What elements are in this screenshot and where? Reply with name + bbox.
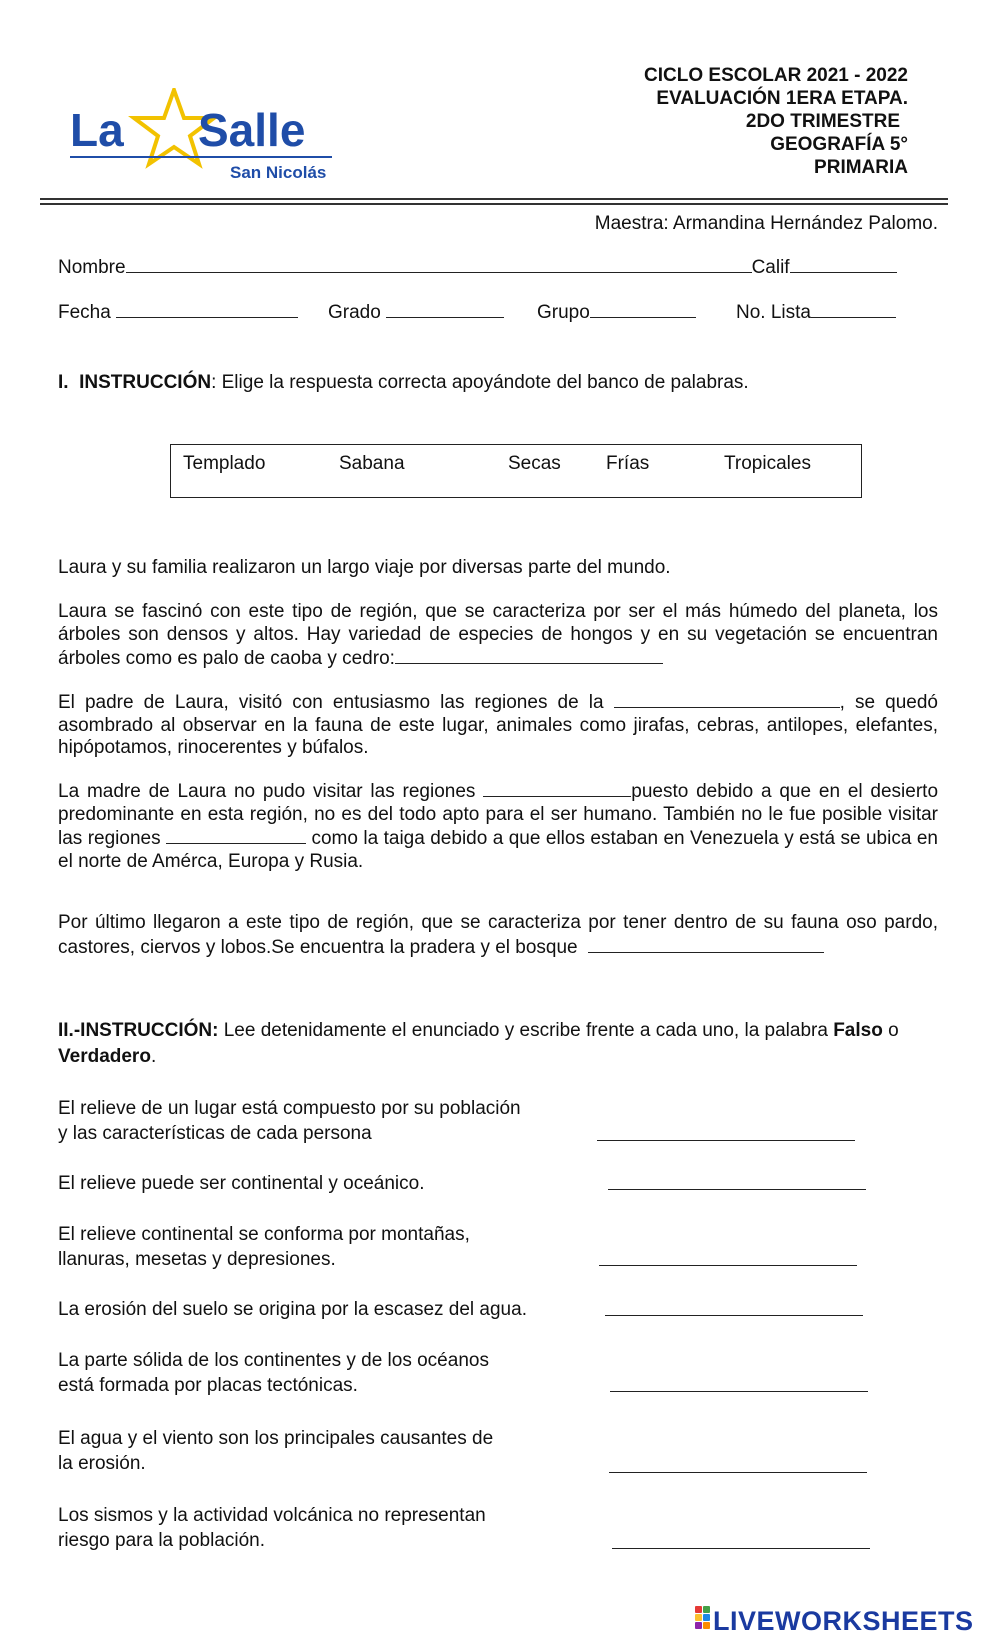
section-1-number: I. xyxy=(58,372,69,393)
liveworksheets-brand: LIVEWORKSHEETS xyxy=(713,1606,974,1635)
story-paragraph-1: Laura se fascinó con este tipo de región, que se caracteriza por ser el más húmedo del planeta, los árboles son densos y altos. Hay variedad de especies de hongos y en su vegetación se encuentran árboles como es palo de caoba y cedro: xyxy=(58,601,938,669)
word-bank-item: Secas xyxy=(508,453,561,474)
list-number-blank[interactable] xyxy=(811,300,896,318)
grade-score-blank[interactable] xyxy=(790,255,897,273)
grade-blank[interactable] xyxy=(386,300,504,318)
level: PRIMARIA xyxy=(814,157,908,178)
answer-line-3[interactable] xyxy=(599,1265,857,1266)
answer-line-5[interactable] xyxy=(610,1391,868,1392)
date-label: Fecha xyxy=(58,302,111,323)
answer-blank-5[interactable] xyxy=(588,935,824,953)
grupo-field xyxy=(537,300,696,324)
word-bank xyxy=(170,444,862,498)
statement-7: Los sismos y la actividad volcánica no representan riesgo para la población. xyxy=(58,1505,486,1551)
name-blank[interactable] xyxy=(126,255,752,273)
teacher-name: Maestra: Armandina Hernández Palomo. xyxy=(594,213,938,234)
header-divider xyxy=(40,203,948,205)
grade-score-label: Calif xyxy=(751,257,790,278)
answer-blank-3[interactable] xyxy=(483,779,631,797)
grade-label: Grado xyxy=(328,302,381,323)
grado-field xyxy=(328,300,504,324)
group-label: Grupo xyxy=(537,302,590,323)
answer-blank-1[interactable] xyxy=(395,646,663,664)
statement-6: El agua y el viento son los principales causantes de la erosión. xyxy=(58,1428,494,1474)
section-1-label: INSTRUCCIÓN xyxy=(79,372,212,393)
school-cycle: CICLO ESCOLAR 2021 - 2022 xyxy=(644,65,908,86)
section-2-instruction: II.-INSTRUCCIÓN: Lee detenidamente el enunciado y escribe frente a cada uno, la palabra Falso o Verdadero. xyxy=(58,1020,899,1067)
logo-subtitle: San Nicolás xyxy=(230,163,327,182)
answer-line-7[interactable] xyxy=(612,1548,870,1549)
answer-line-2[interactable] xyxy=(608,1189,866,1190)
story-intro: Laura y su familia realizaron un largo viaje por diversas parte del mundo. xyxy=(58,557,671,578)
liveworksheets-logo-icon xyxy=(695,1606,710,1629)
exam-header xyxy=(644,64,908,179)
evaluation-stage: EVALUACIÓN 1ERA ETAPA. xyxy=(656,88,908,109)
story-paragraph-2: El padre de Laura, visitó con entusiasmo las regiones de la , se quedó asombrado al observar en la fauna de este lugar, animales como jirafas, cebras, antilopes, elefantes, hipópotamos, rinocerentes y búfalos. xyxy=(58,692,938,758)
answer-line-6[interactable] xyxy=(609,1472,867,1473)
subject: GEOGRAFÍA 5° xyxy=(770,134,908,155)
statement-3: El relieve continental se conforma por montañas, llanuras, mesetas y depresiones. xyxy=(58,1224,470,1270)
statement-2: El relieve puede ser continental y oceánico. xyxy=(58,1173,425,1194)
group-blank[interactable] xyxy=(590,300,696,318)
statement-4: La erosión del suelo se origina por la escasez del agua. xyxy=(58,1299,527,1320)
answer-line-4[interactable] xyxy=(605,1315,863,1316)
logo-text-la: La xyxy=(70,104,124,156)
lista-field xyxy=(736,300,896,324)
word-bank-item: Frías xyxy=(606,453,650,474)
story-paragraph-4: Por último llegaron a este tipo de región, que se caracteriza por tener dentro de su fauna oso pardo, castores, ciervos y lobos.Se encuentra la pradera y el bosque xyxy=(58,912,938,958)
trimester: 2DO TRIMESTRE xyxy=(745,111,900,132)
logo-text-salle: Salle xyxy=(198,104,306,156)
header-divider xyxy=(40,198,948,200)
date-blank[interactable] xyxy=(116,300,298,318)
school-logo xyxy=(70,88,370,188)
section-2-label: II.-INSTRUCCIÓN: xyxy=(58,1020,219,1041)
word-bank-item: Sabana xyxy=(339,453,405,474)
answer-blank-4[interactable] xyxy=(166,826,306,844)
name-label: Nombre xyxy=(58,257,126,278)
section-1-text: : Elige la respuesta correcta apoyándote del banco de palabras. xyxy=(211,372,749,393)
word-bank-item: Templado xyxy=(183,453,266,474)
answer-blank-2[interactable] xyxy=(614,690,840,708)
statement-1: El relieve de un lugar está compuesto por su población y las características de cada persona xyxy=(58,1098,521,1144)
story-paragraph-3: La madre de Laura no pudo visitar las regiones puesto debido a que en el desierto predominante en esta región, no es del todo apto para el ser humano. También no le fue posible visitar las regiones como la taiga debido a que ellos estaban en Venezuela y está se ubica en el norte de Amérca, Europa y Rusia. xyxy=(58,781,939,872)
section-1-instruction xyxy=(58,372,749,394)
statement-5: La parte sólida de los continentes y de los océanos está formada por placas tectónicas. xyxy=(58,1350,489,1396)
list-number-label: No. Lista xyxy=(736,302,811,323)
word-bank-item: Tropicales xyxy=(724,453,811,474)
name-row xyxy=(58,255,897,279)
liveworksheets-watermark xyxy=(695,1603,990,1635)
answer-line-1[interactable] xyxy=(597,1140,855,1141)
fecha-field xyxy=(58,300,298,324)
